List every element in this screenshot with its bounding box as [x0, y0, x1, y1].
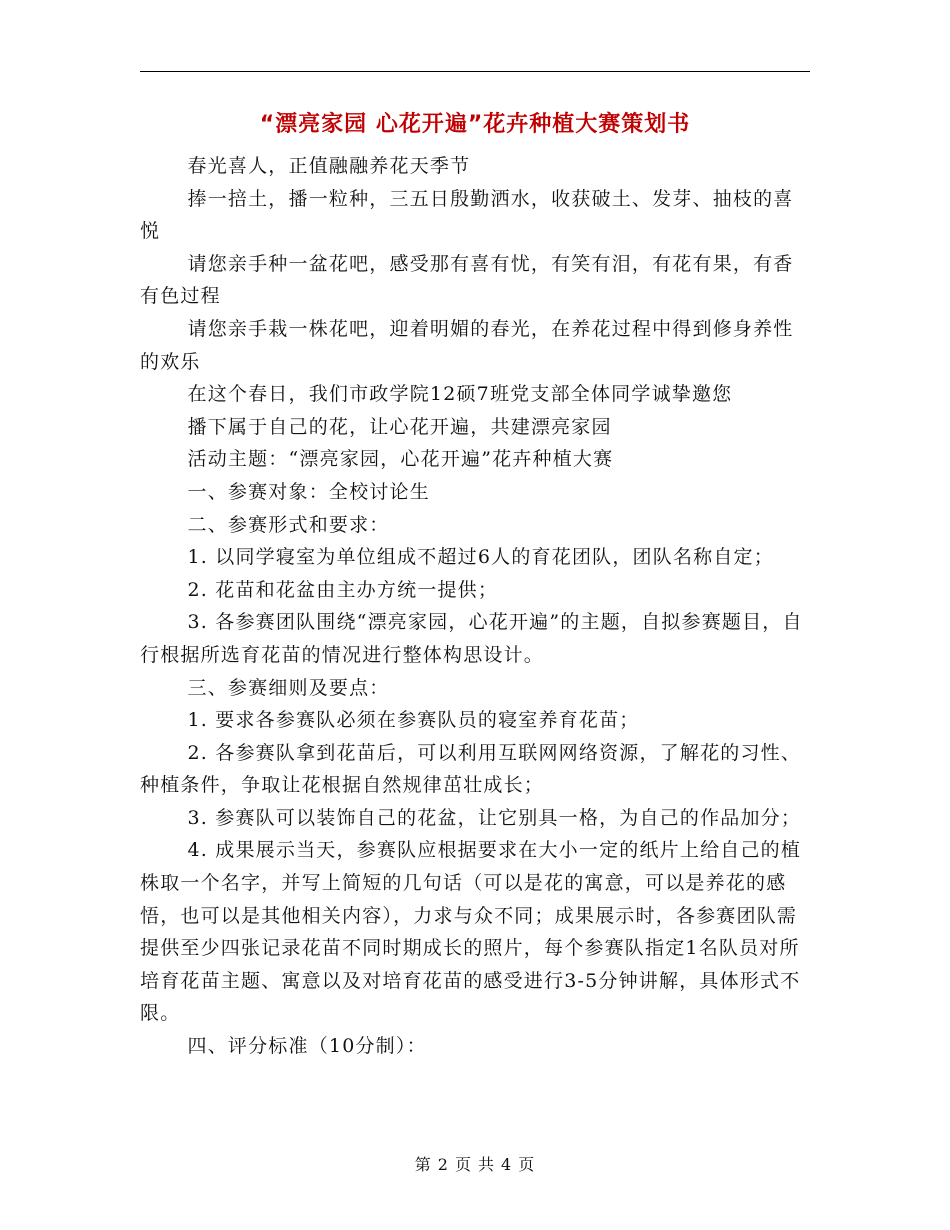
list-item: 3. 各参赛团队围绕“漂亮家园，心花开遍”的主题，自拟参赛题目，自行根据所选育花苗的情况进行整体构思设计。 — [140, 611, 803, 666]
list-item: 1. 以同学寝室为单位组成不超过6人的育花团队，团队名称自定； — [187, 546, 774, 569]
footer-middle: 页 共 — [454, 1155, 496, 1174]
list-item: 2. 花苗和花盆由主办方统一提供； — [187, 578, 499, 601]
footer-suffix: 页 — [518, 1155, 536, 1174]
total-pages: 4 — [501, 1155, 513, 1174]
paragraph: 请您亲手种一盆花吧，感受那有喜有忧，有笑有泪，有花有果，有香有色过程 — [140, 252, 794, 308]
section-heading: 四、评分标准（10分制）： — [187, 1035, 427, 1058]
footer-prefix: 第 — [414, 1155, 432, 1174]
list-item: 1. 要求各参赛队必须在参赛队员的寝室养育花苗； — [187, 709, 640, 732]
paragraph: 在这个春日，我们市政学院12硕7班党支部全体同学诚挚邀您 — [187, 383, 733, 406]
section-heading: 三、参赛细则及要点： — [187, 676, 390, 699]
page-footer — [0, 1152, 950, 1175]
header-rule — [140, 71, 810, 72]
paragraph: 活动主题：“漂亮家园，心花开遍”花卉种植大赛 — [187, 448, 614, 471]
section-heading: 二、参赛形式和要求： — [187, 513, 390, 536]
list-item: 4. 成果展示当天，参赛队应根据要求在大小一定的纸片上给自己的植株取一个名字，并写上简短的几句话（可以是花的寓意，可以是养花的感悟，也可以是其他相关内容），力求与众不同；成果展示时，各参赛团队需提供至少四张记录花苗不同时期成长的照片，每个参赛队指定1名队员对所培育花苗主题、寓意以及对培育花苗的感受进行3-5分钟讲解，具体形式不限。 — [140, 839, 802, 1025]
paragraph: 春光喜人，正值融融养花天季节 — [187, 155, 471, 177]
section-heading: 一、参赛对象：全校讨论生 — [187, 480, 430, 503]
paragraph: 播下属于自己的花，让心花开遍，共建漂亮家园 — [187, 415, 612, 438]
paragraph: 捧一掊土，播一粒种，三五日殷勤洒水，收获破土、发芽、抽枝的喜悦 — [140, 187, 794, 243]
page-number: 2 — [437, 1155, 449, 1174]
list-item: 2. 各参赛队拿到花苗后，可以利用互联网网络资源，了解花的习性、种植条件，争取让花根据自然规律茁壮成长； — [140, 741, 802, 797]
document-title: “漂亮家园 心花开遍”花卉种植大赛策划书 — [259, 112, 691, 137]
list-item: 3. 参赛队可以装饰自己的花盆，让它别具一格，为自己的作品加分； — [187, 806, 802, 829]
paragraph: 请您亲手栽一株花吧，迎着明媚的春光，在养花过程中得到修身养性的欢乐 — [140, 317, 794, 373]
document-body — [140, 150, 812, 1063]
